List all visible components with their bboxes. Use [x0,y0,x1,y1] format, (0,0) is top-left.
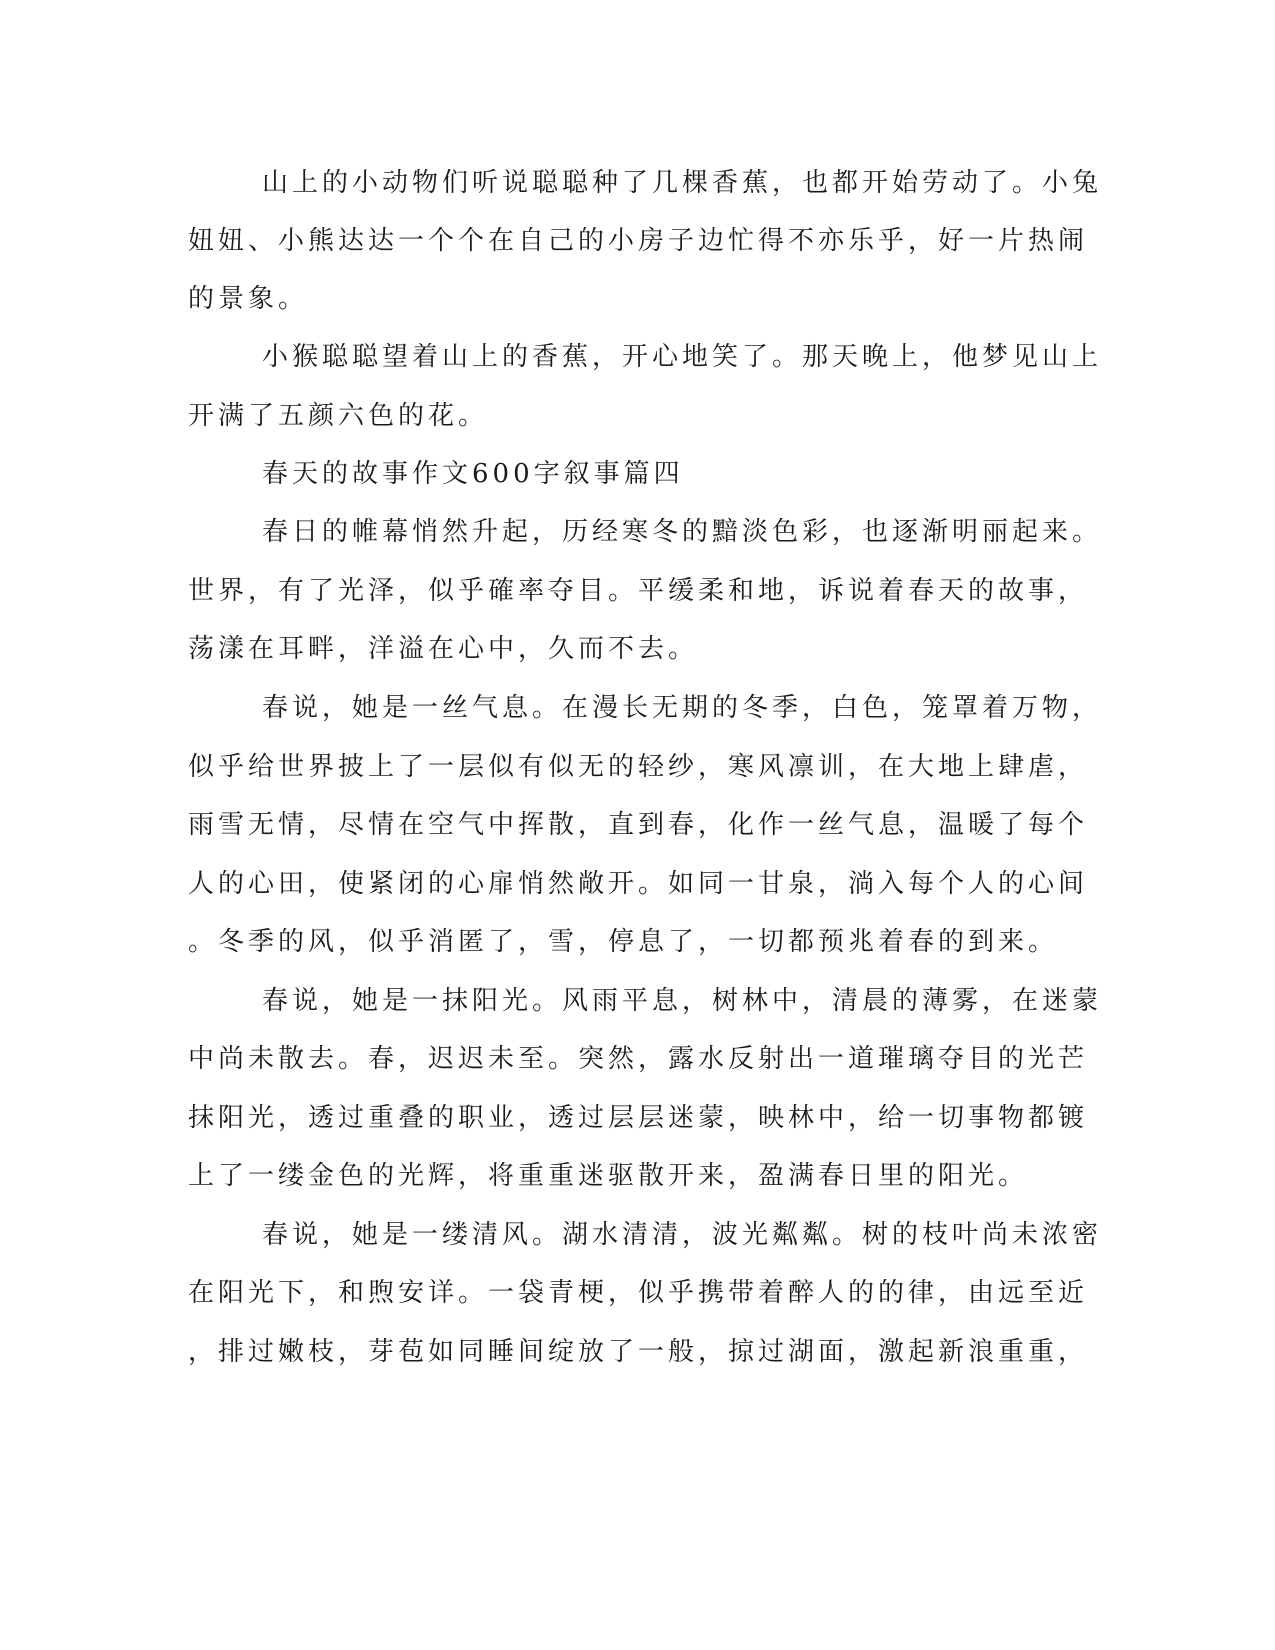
text-line: 雨雪无情，尽情在空气中挥散，直到春，化作一丝气息，温暖了每个 [188,810,1089,840]
text-line: 上了一缕金色的光辉，将重重迷驱散开来，盈满春日里的阳光。 [188,1161,1029,1191]
text-line: 山上的小动物们听说聪聪种了几棵香蕉，也都开始劳动了。小兔 [262,168,1103,198]
text-line: 春说，她是一缕清风。湖水清清，波光粼粼。树的枝叶尚未浓密 [262,1220,1103,1250]
text-line: 中尚未散去。春，迟迟未至。突然，露水反射出一道璀璃夺目的光芒 [188,1044,1089,1074]
text-line: 抹阳光，透过重叠的职业，透过层层迷蒙，映林中，给一切事物都镀 [188,1103,1089,1133]
text-line: 春说，她是一丝气息。在漫长无期的冬季，白色，笼罩着万物， [262,693,1103,723]
text-line: 小猴聪聪望着山上的香蕉，开心地笑了。那天晚上，他梦见山上 [262,342,1103,372]
text-line: 的景象。 [188,284,309,314]
text-line: 春日的帷幕悄然升起，历经寒冬的黯淡色彩，也逐渐明丽起来。 [262,517,1103,547]
section-heading: 春天的故事作文600字叙事篇四 [262,459,684,489]
text-line: ，排过嫩枝，芽苞如同睡间绽放了一般，掠过湖面，激起新浪重重， [188,1337,1089,1367]
text-line: 开满了五颜六色的花。 [188,401,489,431]
text-line: 妞妞、小熊达达一个个在自己的小房子边忙得不亦乐乎，好一片热闹 [188,226,1089,256]
text-line: 人的心田，使紧闭的心扉悄然敞开。如同一甘泉，淌入每个人的心间 [188,869,1089,899]
text-line: 春说，她是一抹阳光。风雨平息，树林中，清晨的薄雾，在迷蒙 [262,986,1103,1016]
text-line: 世界，有了光泽，似乎確率夺目。平缓柔和地，诉说着春天的故事， [188,576,1089,606]
text-line: 荡漾在耳畔，洋溢在心中，久而不去。 [188,634,699,664]
text-line: 在阳光下，和煦安详。一袋青梗，似乎携带着醉人的的律，由远至近 [188,1278,1089,1308]
text-line: 似乎给世界披上了一层似有似无的轻纱，寒风凛训，在大地上肆虐， [188,752,1089,782]
text-line: 。冬季的风，似乎消匿了，雪，停息了，一切都预兆着春的到来。 [188,927,1059,957]
